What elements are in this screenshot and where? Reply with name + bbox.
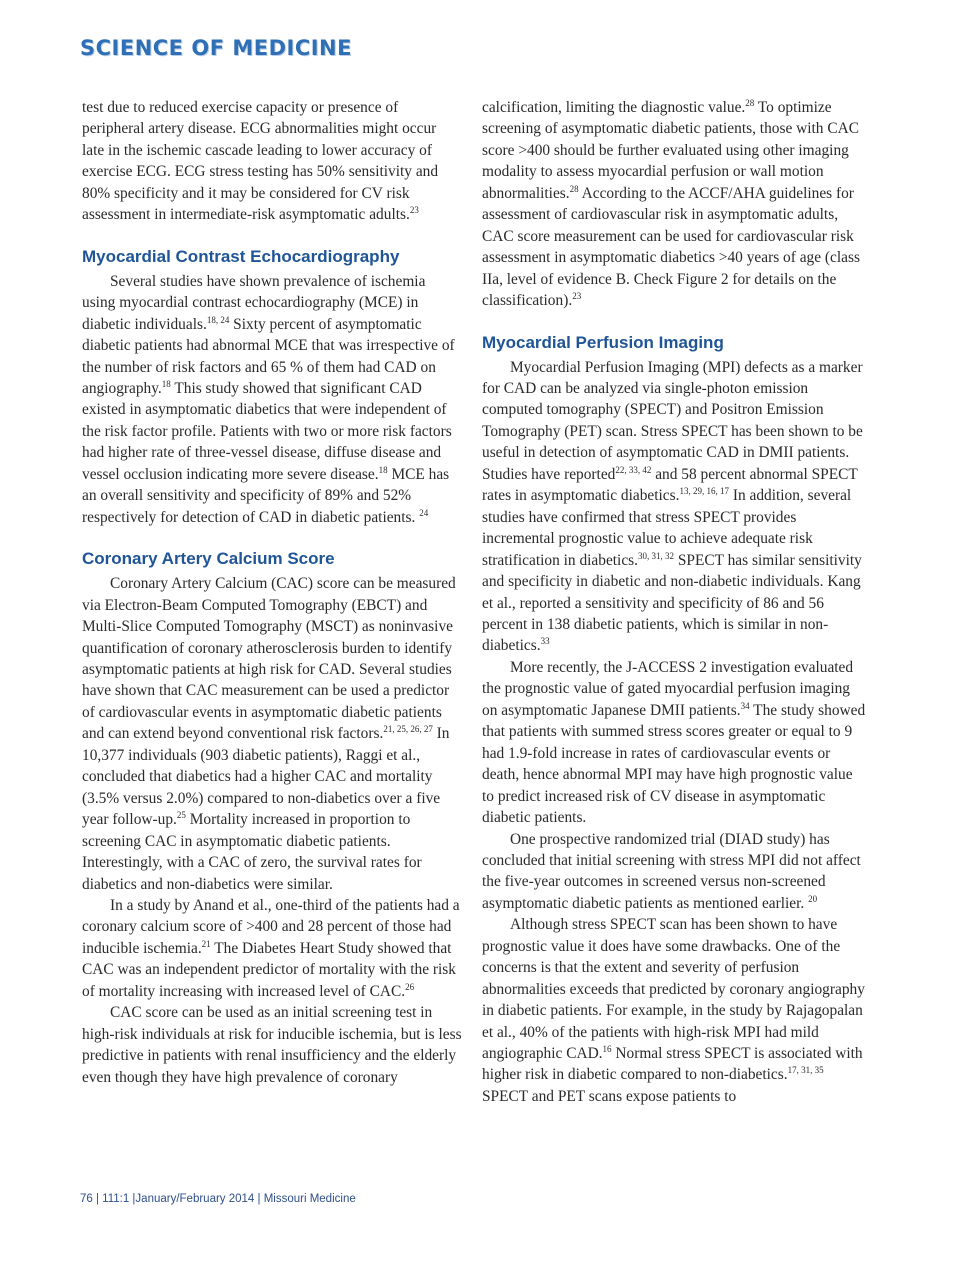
citation: 28 [745,98,755,108]
citation: 13, 29, 16, 17 [679,486,729,497]
citation: 21, 25, 26, 27 [383,724,433,735]
heading-cac: Coronary Artery Calcium Score [82,549,335,569]
citation: 22, 33, 42 [615,464,652,475]
paragraph-cac-3: CAC score can be used as an initial screening test in high-risk individuals at risk for inducible ischemia, but is less predictive in patients with renal insufficiency and the elderly even though they have high prevalence of coronary [82,1004,462,1086]
citation: 23 [572,291,582,302]
citation: 33 [540,636,550,647]
paragraph-mpi-1: Myocardial Perfusion Imaging (MPI) defects as a marker for CAD can be analyzed via single-photon emission computed tomography (SPECT) and Positron Emission Tomography (PET) scan. Stress SPECT has been shown to be useful in detection of asymptomatic CAD in DMII patients. Studies have reported$^{22, 33, 42}$ and 58 percent abnormal SPECT rates in asymptomatic diabetics.$^{13, 29, 16, 17}$ In addition, several studies have confirmed that stress SPECT provides incremental prognostic value to achieve adequate risk stratification in diabetics.$^{30, 31, 32}$ SPECT has similar sensitivity and specificity in diabetic and non-diabetic individuals. Kang et al., reported a sensitivity and specificity of 86 and 56 percent in 138 diabetic patients, which is similar in non-diabetics.$^{33}$ [482,358,863,655]
citation: 24 [419,507,429,518]
paragraph-mpi-3: One prospective randomized trial (DIAD study) has concluded that initial screening with stress MPI did not affect the five-year outcomes in screened versus non-screened asymptomatic diabetic patients as mentioned earlier. $^{20}$ [482,830,861,912]
citation: 17, 31, 35 [787,1065,824,1076]
citation: 20 [808,893,818,904]
paragraph-cac-2: In a study by Anand et al., one-third of the patients had a coronary calcium score of >400 and 28 percent of those had inducible ischemia.$^{21}$ The Diabetes Heart Study showed that CAC was an independent predictor of mortality with the risk of mortality increasing with increased level of CAC.$^{26}$ [82,896,460,1000]
right-column [482,97,866,1107]
paragraph-mce: Several studies have shown prevalence of ischemia using myocardial contrast echocardiography (MCE) in diabetic individuals.$^{18, 24}$ Sixty percent of asymptomatic diabetic patients had abnormal MCE that was irrespective of the number of risk factors and 65 % of them had CAD on angiography.$^{18}$ This study showed that significant CAD existed in asymptomatic diabetics that were independent of the risk factor profile. Patients with two or more risk factors had higher rate of three-vessel disease, diffuse disease and vessel occlusion indicating more severe disease.$^{18}$ MCE has an overall sensitivity and specificity of 89% and 52% respectively for detection of CAD in diabetic patients. $^{24}$ [82,272,455,526]
citation: 18 [161,378,171,389]
citation: 16 [602,1044,612,1055]
citation: 25 [176,810,186,821]
paragraph-exercise-ecg: test due to reduced exercise capacity or presence of peripheral artery disease. ECG abnormalities might occur late in the ischemic cascade leading to lower accuracy of exercise ECG. ECG stress testing has 50% sensitivity and 80% specificity and it may be considered for CV risk assessment in intermediate-risk asymptomatic adults.$^{23}$ [82,99,439,224]
citation: 30, 31, 32 [638,550,674,561]
paragraph-mpi-2: More recently, the J-ACCESS 2 investigation evaluated the prognostic value of gated myocardial perfusion imaging on asymptomatic Japanese DMII patients.$^{34}$ The study showed that patients with summed stress scores greater or equal to 9 had 1.9-fold increase in rates of cardiovascular events or death, hence abnormal MPI may have high prognostic value to predict increased risk of CV disease in asymptomatic diabetic patients. [482,658,866,827]
section-header: SCIENCE OF MEDICINE [80,36,352,60]
page-footer: 76 | 111:1 |January/February 2014 | Missouri Medicine [80,1193,356,1205]
paragraph-mpi-4: Although stress SPECT scan has been shown to have prognostic value it does have some drawbacks. One of the concerns is that the extent and severity of perfusion abnormalities exceeds that predicted by coronary angiography in diabetic patients. For example, in the study by Rajagopalan et al., 40% of the patients with high-risk MPI had mild angiographic CAD.$^{16}$ Normal stress SPECT is associated with higher risk in diabetic compared to non-diabetics.$^{17, 31, 35}$ SPECT and PET scans expose patients to [482,916,865,1105]
paragraph-cac-1: Coronary Artery Calcium (CAC) score can be measured via Electron-Beam Computed Tomography (EBCT) and Multi-Slice Computed Tomography (MSCT) as noninvasive quantification of coronary atherosclerosis burden to identify asymptomatic patients at high risk for CAD. Several studies have shown that CAC measurement can be used a predictor of cardiovascular events in asymptomatic diabetic patients and can extend beyond conventional risk factors.$^{21, 25, 26, 27}$ In 10,377 individuals (903 diabetic patients), Raggi et al., concluded that diabetics had a higher CAC and mortality (3.5% versus 2.0%) compared to non-diabetics over a five year follow-up.$^{25}$ Mortality increased in proportion to screening CAC in asymptomatic diabetic patients. Interestingly, with a CAC of zero, the survival rates for diabetics and non-diabetics were similar. [82,575,456,893]
citation: 28 [569,183,579,194]
citation: 23 [409,205,419,216]
citation: 34 [740,700,750,711]
heading-mce: Myocardial Contrast Echocardiography [82,246,400,266]
citation: 18, 24 [206,314,230,325]
left-column [82,97,462,1088]
paragraph-cac-continued: calcification, limiting the diagnostic value.$^{28}$ To optimize screening of asymptomatic diabetic patients, those with CAC score >400 should be further evaluated using other imaging modality to assess myocardial perfusion or wall motion abnormalities.$^{28}$ According to the ACCF/AHA guidelines for assessment of cardiovascular risk in asymptomatic adults, CAC score measurement can be used for cardiovascular risk assessment in asymptomatic diabetics >40 years of age (class IIa, level of evidence B. Check Figure 2 for details on the classification).$^{23}$ [482,98,860,310]
heading-mpi: Myocardial Perfusion Imaging [482,332,724,352]
citation: 18 [378,464,388,475]
citation: 21 [201,938,211,949]
citation: 26 [405,981,415,992]
